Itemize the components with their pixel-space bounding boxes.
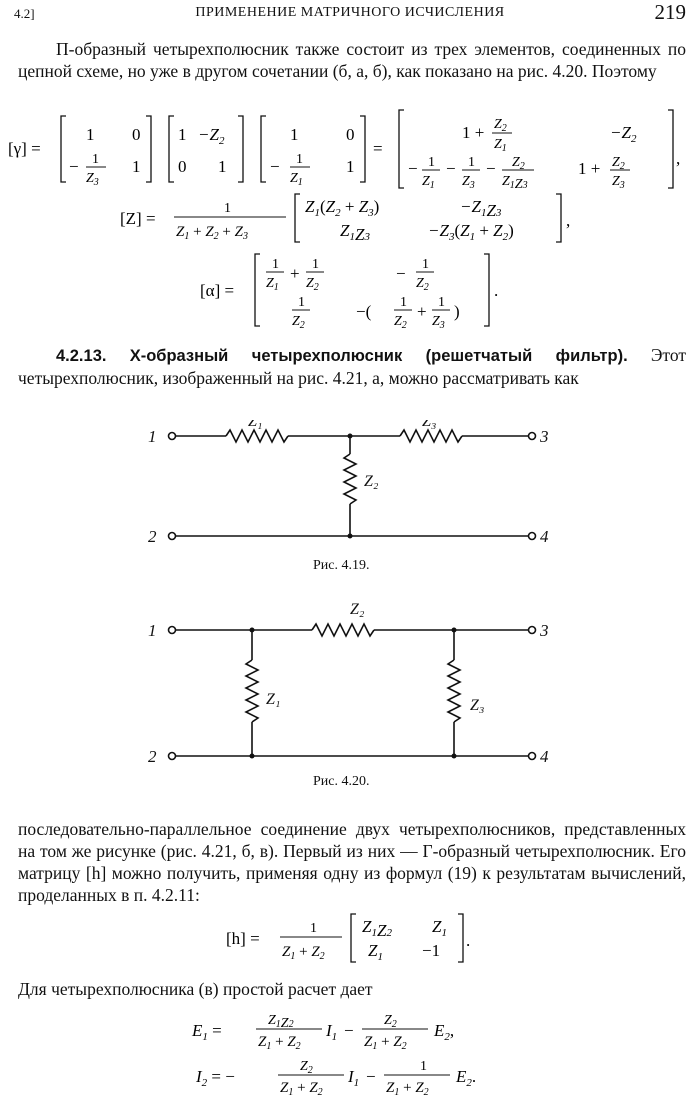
section-paragraph — [18, 344, 686, 389]
svg-text:0: 0 — [178, 157, 187, 176]
svg-text:[γ] =: [γ] = — [8, 139, 41, 158]
svg-text:E2,: $E_2$, — [434, 1021, 455, 1043]
svg-text:1: 1 — [224, 201, 231, 216]
svg-text:E1 =: $E_1$ = — [192, 1021, 222, 1043]
svg-text:Z1(Z2 + Z3): $Z_1(Z_2 + Z_3)$ — [305, 197, 380, 219]
svg-text:1: 1 — [420, 1059, 427, 1074]
fig2-terminal-1: 1 — [148, 621, 157, 640]
svg-text:Z2: $Z_2$ — [494, 117, 507, 134]
svg-text:1: 1 — [438, 295, 445, 310]
svg-text:Z1: $Z_1$ — [432, 917, 447, 939]
svg-text:Z1 + Z2: $Z_1 + Z_2$ — [258, 1034, 301, 1052]
svg-text:0: 0 — [132, 125, 141, 144]
svg-text:Z1 + Z2: $Z_1 + Z_2$ — [280, 1080, 323, 1098]
figure-4-20-caption: Рис. 4.20. — [313, 774, 370, 789]
svg-text:1: 1 — [298, 295, 305, 310]
svg-text:Z3: $Z_3$ — [432, 314, 445, 330]
figure-4-20-circuit — [140, 598, 560, 770]
svg-text:−Z1Z3: $-Z_1Z3$ — [460, 197, 502, 220]
fig1-label-z3: Z₃ — [422, 420, 437, 430]
svg-text:[α] =: [α] = — [200, 281, 235, 300]
svg-text:Z2: $Z_2$ — [300, 1059, 313, 1076]
svg-text:1: 1 — [178, 125, 187, 144]
fig2-terminal-3: 3 — [540, 621, 549, 640]
svg-text:1 +: 1 + — [462, 123, 485, 142]
svg-text:+: + — [290, 264, 300, 283]
svg-text:−: − — [69, 157, 79, 176]
svg-text:1: 1 — [296, 152, 303, 167]
equation-h-svg — [0, 910, 700, 966]
svg-text:Z1: $Z_1$ — [368, 941, 383, 963]
svg-text:1: 1 — [132, 157, 141, 176]
svg-text:1: 1 — [422, 257, 429, 272]
svg-text:−: − — [446, 159, 456, 178]
svg-text:,: , — [676, 149, 681, 168]
svg-text:[h] =: [h] = — [226, 929, 260, 948]
svg-text:Z2: $Z_2$ — [394, 314, 407, 330]
svg-text:Z1 + Z2 + Z3: $Z_1 + Z_2 + Z_3$ — [176, 224, 248, 242]
svg-text:Z3: $Z_3$ — [612, 174, 625, 191]
svg-text:−: − — [366, 1067, 376, 1086]
svg-text:Z1 + Z2: $Z_1 + Z_2$ — [386, 1080, 429, 1098]
svg-text:[Z] =: [Z] = — [120, 209, 156, 228]
equation-z-svg — [0, 192, 700, 244]
svg-text:1: 1 — [312, 257, 319, 272]
figure-4-19-caption: Рис. 4.19. — [313, 558, 370, 573]
svg-text:1: 1 — [92, 152, 99, 167]
svg-text:E2.: $E_2$. — [456, 1067, 477, 1089]
svg-text:I1: $I_1$ — [326, 1021, 338, 1043]
equation-h — [0, 910, 700, 966]
svg-text:Z2: $Z_2$ — [292, 314, 305, 330]
svg-text:Z1: $Z_1$ — [422, 174, 435, 191]
svg-text:=: = — [373, 139, 383, 158]
equation-gamma — [0, 108, 700, 192]
svg-text:−: − — [396, 264, 406, 283]
svg-text:1: 1 — [272, 257, 279, 272]
svg-text:Z2: $Z_2$ — [416, 276, 429, 293]
svg-text:+: + — [417, 302, 427, 321]
svg-text:Z1Z2: $Z_1Z2$ — [268, 1013, 294, 1031]
equation-gamma-svg — [0, 108, 700, 192]
fig1-terminal-4: 4 — [540, 527, 549, 546]
svg-text:−: − — [408, 159, 418, 178]
fig2-terminal-4: 4 — [540, 747, 549, 766]
svg-text:−Z2: $-Z_2$ — [610, 123, 637, 145]
svg-text:Z2: $Z_2$ — [612, 155, 625, 172]
fig2-label-z3: Z₃ — [470, 697, 485, 714]
svg-text:Z3: $Z_3$ — [462, 174, 475, 191]
svg-text:.: . — [466, 931, 471, 950]
page-number: 219 — [654, 0, 686, 24]
paragraph-intro: П-образный четырехполюсник также состоит из трех элементов, соединенных по цепной схеме, но уже в другом сочетании (б, а, б), как показано на рис. 4.20. Поэтому — [18, 39, 686, 81]
fig1-terminal-3: 3 — [540, 427, 549, 446]
svg-text:Z1: $Z_1$ — [266, 276, 279, 293]
equation-alpha-svg — [0, 250, 700, 330]
svg-text:Z2: $Z_2$ — [384, 1013, 397, 1030]
svg-text:Z1 + Z2: $Z_1 + Z_2$ — [282, 944, 325, 962]
svg-text:I1: $I_1$ — [348, 1067, 360, 1089]
svg-text:1: 1 — [86, 125, 95, 144]
figure-4-20 — [140, 598, 560, 770]
svg-text:): ) — [454, 302, 460, 321]
svg-text:Z2: $Z_2$ — [306, 276, 319, 293]
section-heading-number: 4.2.13. — [56, 347, 107, 365]
svg-text:I2 = −: $I_2$ = − — [196, 1067, 235, 1089]
svg-text:−Z2: $-Z_2$ — [198, 125, 225, 147]
svg-text:−: − — [486, 159, 496, 178]
fig1-terminal-1: 1 — [148, 427, 157, 446]
section-heading-title: X-образный четырехполюсник (решетчатый фильтр). — [129, 347, 628, 365]
fig1-label-z1: Z₁ — [248, 420, 263, 430]
svg-text:1: 1 — [468, 155, 475, 170]
paragraph-simple-calc: Для четырехполюсника (в) простой расчет дает — [18, 979, 373, 999]
svg-text:−Z3(Z1 + Z2): $-Z_3(Z_1 + Z_2)$ — [428, 221, 514, 243]
section-number: 4.2] — [14, 6, 35, 21]
svg-text:1 +: 1 + — [578, 159, 601, 178]
svg-text:1: 1 — [310, 921, 317, 936]
equation-e1-i2 — [0, 1004, 700, 1098]
equation-e1-i2-svg — [0, 1004, 700, 1098]
svg-text:1: 1 — [290, 125, 299, 144]
header-title: ПРИМЕНЕНИЕ МАТРИЧНОГО ИСЧИСЛЕНИЯ — [195, 5, 505, 20]
fig2-label-z2: Z₂ — [350, 601, 365, 618]
svg-text:Z1: $Z_1$ — [290, 171, 303, 188]
svg-text:Z1Z3: $Z_1Z3$ — [340, 221, 370, 244]
figure-4-19-circuit — [140, 420, 560, 570]
svg-text:−: − — [344, 1021, 354, 1040]
equation-alpha — [0, 250, 700, 330]
svg-text:0: 0 — [346, 125, 355, 144]
svg-text:−1: −1 — [422, 941, 441, 960]
svg-text:1: 1 — [428, 155, 435, 170]
svg-text:1: 1 — [400, 295, 407, 310]
svg-text:,: , — [566, 211, 571, 230]
svg-text:Z1: $Z_1$ — [494, 137, 507, 154]
svg-text:.: . — [494, 281, 499, 300]
svg-text:Z1Z3: $Z_1Z3$ — [502, 174, 528, 192]
svg-text:1: 1 — [218, 157, 227, 176]
paragraph-series-parallel: последовательно-параллельное соединение двух четырехполюсников, представленных на том же рисунке (рис. 4.21, б, в). Первый из них — Г-образный четырехполюсник. Его матрицу [h] можно получить, применяя одну из формул (19) к результатам вычислений, проделанных в п. 4.2.11: — [18, 819, 686, 905]
svg-text:1: 1 — [346, 157, 355, 176]
equation-z — [0, 192, 700, 244]
svg-text:Z1 + Z2: $Z_1 + Z_2$ — [364, 1034, 407, 1052]
fig2-label-z1: Z₁ — [266, 691, 281, 708]
running-header — [14, 2, 686, 26]
svg-text:−(: −( — [356, 302, 372, 321]
fig1-label-z2: Z₂ — [364, 473, 379, 490]
svg-text:−: − — [270, 157, 280, 176]
figure-4-19 — [140, 420, 560, 570]
svg-text:Z2: $Z_2$ — [512, 155, 525, 172]
fig1-terminal-2: 2 — [148, 527, 157, 546]
svg-text:Z1Z2: $Z_1Z2$ — [362, 917, 392, 940]
section-paragraph-text: Этот четырехполюсник, изображенный на рис. 4.21, а, можно рассматривать как — [18, 345, 687, 388]
svg-text:Z3: $Z_3$ — [86, 171, 99, 188]
fig2-terminal-2: 2 — [148, 747, 157, 766]
